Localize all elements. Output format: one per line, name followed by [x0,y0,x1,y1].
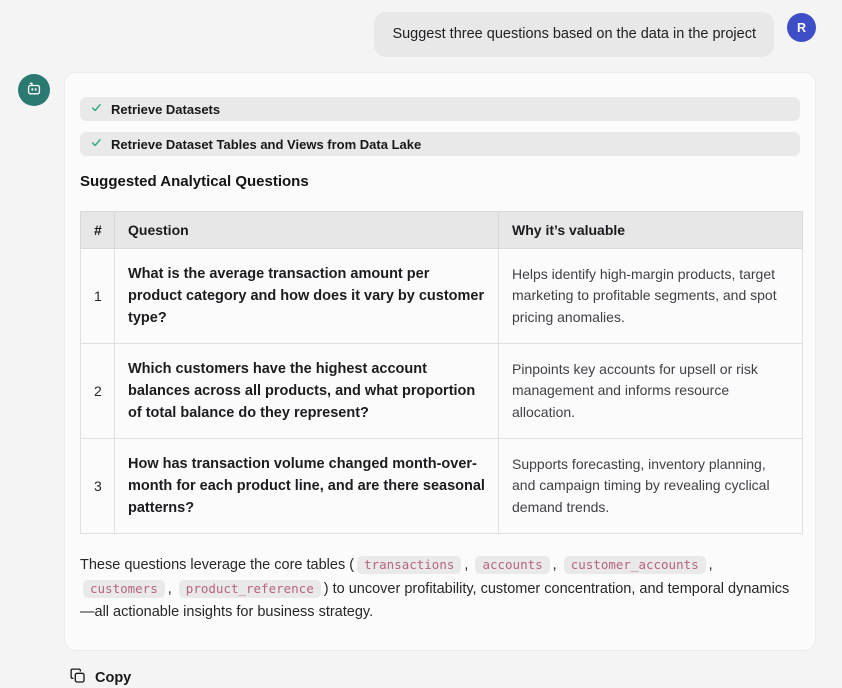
row-number: 1 [81,249,115,344]
user-message-bubble: Suggest three questions based on the data in the project [374,12,774,57]
table-name-badge: product_reference [179,580,321,598]
questions-table-head-row [81,212,803,249]
table-name-badge: accounts [475,556,549,574]
copy-icon [70,668,86,688]
row-number: 2 [81,344,115,439]
tool-steps [80,97,800,156]
user-message-row [0,0,842,57]
copy-label: Copy [95,670,132,686]
copy-button[interactable] [70,668,131,688]
questions-table-body [81,249,803,534]
tool-step[interactable] [80,132,800,156]
row-value: Supports forecasting, inventory planning, and campaign timing by revealing cyclical demand trends. [499,439,803,534]
row-question: How has transaction volume changed month-over-month for each product line, and are there seasonal patterns? [115,439,499,534]
tool-step[interactable] [80,97,800,121]
table-row [81,344,803,439]
check-icon [90,136,103,152]
table-name-badge: transactions [357,556,461,574]
row-number: 3 [81,439,115,534]
questions-table [80,211,803,534]
row-question: What is the average transaction amount per product category and how does it vary by customer type? [115,249,499,344]
table-name-badge: customers [83,580,165,598]
check-icon [90,101,103,117]
column-header-question: Question [115,212,499,249]
section-heading: Suggested Analytical Questions [80,173,309,190]
row-question: Which customers have the highest account balances across all products, and what proportion of total balance do they represent? [115,344,499,439]
table-name-badge: customer_accounts [564,556,706,574]
assistant-message [64,72,816,688]
column-header-value: Why it’s valuable [499,212,803,249]
tool-step-label: Retrieve Dataset Tables and Views from Data Lake [111,136,422,152]
summary-text: These questions leverage the core tables ( transactions , accounts , customer_accounts , customers , product_reference ) to uncover profitability, customer concentration, and temporal dynamics—all actionable insights for business strategy. [80,557,790,620]
bot-icon [24,78,44,103]
user-avatar: R [787,13,816,42]
row-value: Pinpoints key accounts for upsell or risk management and informs resource allocation. [499,344,803,439]
assistant-response-card [64,72,816,651]
table-row [81,439,803,534]
column-header-number: # [81,212,115,249]
row-value: Helps identify high-margin products, target marketing to profitable segments, and spot pricing anomalies. [499,249,803,344]
tool-step-label: Retrieve Datasets [111,101,221,117]
table-row [81,249,803,344]
assistant-avatar [18,74,50,106]
